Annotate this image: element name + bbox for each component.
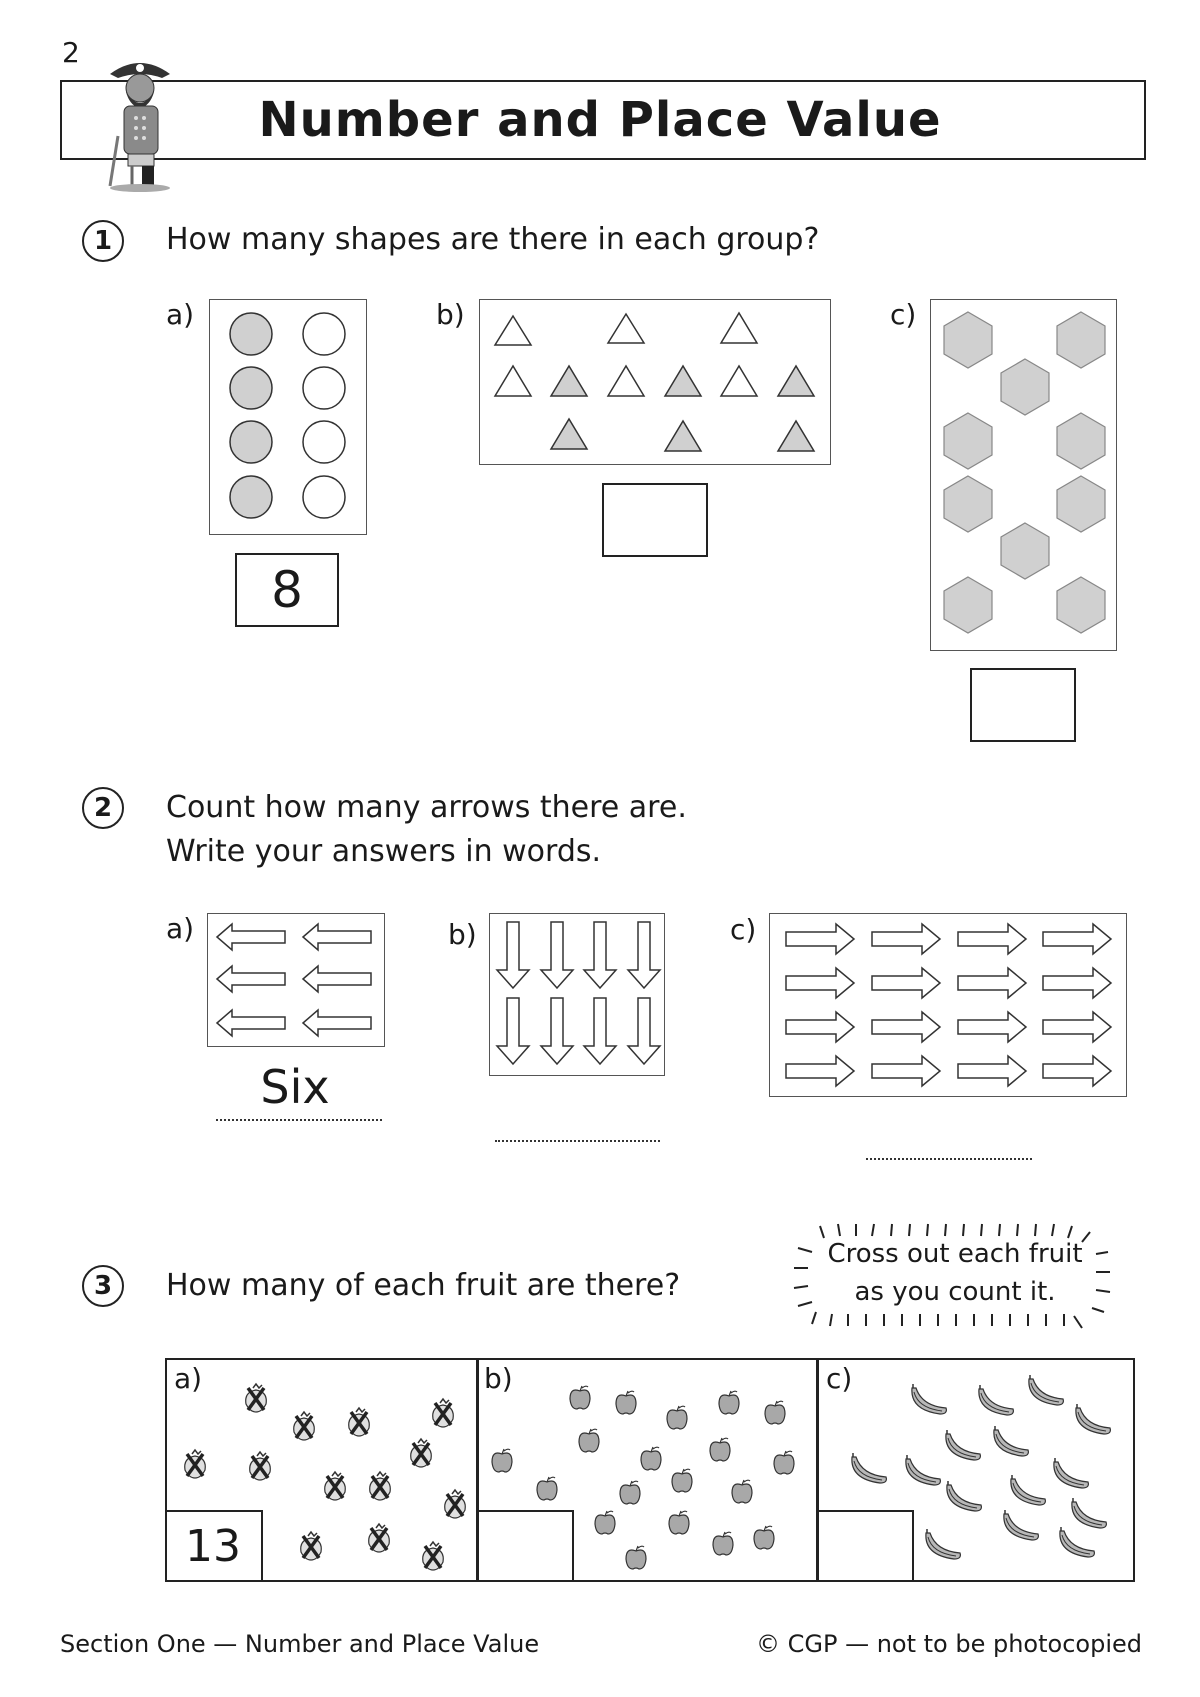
q2a-answer-text[interactable]: Six (260, 1060, 330, 1114)
question-number-1: 1 (82, 220, 124, 262)
question-2-text-line1: Count how many arrows there are. (166, 790, 687, 825)
q1-part-b-label: b) (436, 298, 465, 331)
pirate-icon (100, 52, 180, 192)
q2b-answer-line[interactable] (495, 1140, 660, 1142)
q1b-answer-box[interactable] (602, 483, 708, 557)
q2a-answer-line[interactable] (216, 1119, 382, 1121)
page-title: Number and Place Value (258, 92, 942, 148)
q2-part-a-label: a) (166, 912, 195, 945)
hint-note (800, 1235, 1110, 1311)
q3a-answer-box[interactable]: 13 (165, 1510, 263, 1582)
footer-copyright: © CGP — not to be photocopied (755, 1630, 1142, 1658)
q3b-answer-box[interactable] (476, 1510, 574, 1582)
q1-part-a-label: a) (166, 298, 195, 331)
footer-section: Section One — Number and Place Value (60, 1630, 540, 1658)
q2c-answer-line[interactable] (866, 1158, 1032, 1160)
q3c-answer-box[interactable] (816, 1510, 914, 1582)
hint-line-2: as you count it. (854, 1277, 1056, 1307)
question-number-3: 3 (82, 1265, 124, 1307)
q3-part-a-label: a) (174, 1362, 203, 1395)
hint-line-1: Cross out each fruit (827, 1239, 1083, 1269)
q2b-arrow-group (489, 913, 665, 1076)
circle-icon (210, 300, 365, 533)
arrow-left-icon (208, 914, 383, 1045)
q1-part-c-label: c) (890, 298, 917, 331)
question-2-text-line2: Write your answers in words. (166, 834, 602, 869)
q2c-arrow-group (769, 913, 1127, 1097)
q2-part-c-label: c) (730, 913, 757, 946)
hexagon-icon (931, 300, 1115, 649)
question-number-2: 2 (82, 787, 124, 829)
q1a-answer-box[interactable]: 8 (235, 553, 339, 627)
q2-part-b-label: b) (448, 918, 477, 951)
question-3-text: How many of each fruit are there? (166, 1268, 681, 1303)
arrow-down-icon (490, 914, 663, 1074)
q1a-shape-group (209, 299, 367, 535)
q3-part-b-label: b) (484, 1362, 513, 1395)
q1c-answer-box[interactable] (970, 668, 1076, 742)
q2a-arrow-group (207, 913, 385, 1047)
question-1-text: How many shapes are there in each group? (166, 222, 820, 257)
triangle-icon (480, 300, 829, 463)
q3-part-c-label: c) (826, 1362, 853, 1395)
q1b-shape-group (479, 299, 831, 465)
page-number: 2 (62, 36, 80, 69)
arrow-right-icon (770, 914, 1125, 1095)
q1c-shape-group (930, 299, 1117, 651)
